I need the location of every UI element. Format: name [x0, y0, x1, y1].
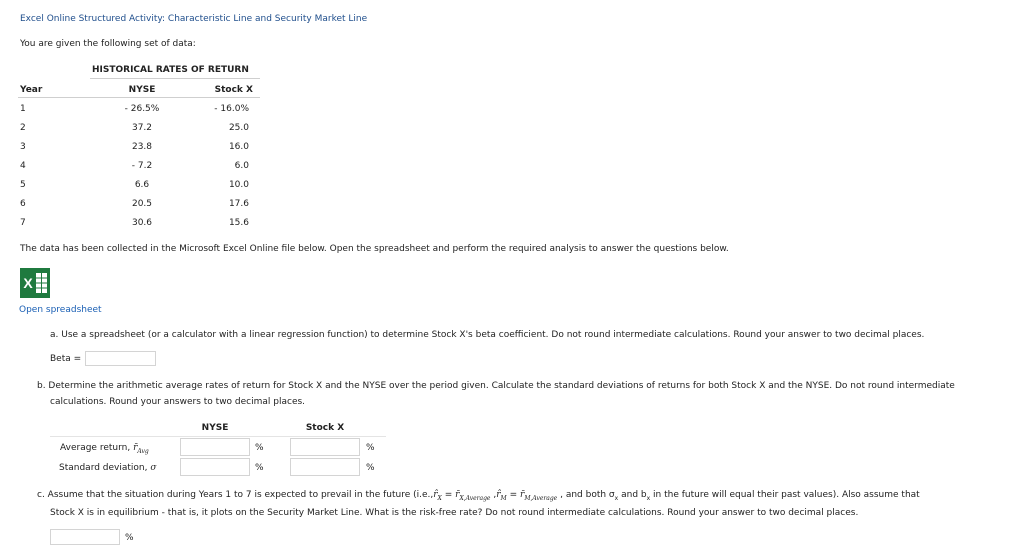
year-cell: 6	[20, 199, 26, 209]
nyse-cell: - 7.2	[131, 161, 153, 171]
percent-unit: %	[125, 533, 134, 543]
risk-free-rate-input[interactable]	[50, 529, 120, 545]
page-title: Excel Online Structured Activity: Characteristic Line and Security Market Line	[20, 14, 368, 24]
nyse-cell: 20.5	[131, 199, 153, 209]
r-bar-symbol: r̄	[133, 443, 138, 453]
beta-input[interactable]	[85, 351, 156, 366]
percent-unit: %	[366, 463, 375, 473]
intro-text: You are given the following set of data:	[20, 39, 196, 49]
average-return-stock-x-input[interactable]	[290, 438, 360, 456]
divider	[18, 97, 260, 98]
stock-x-cell: 25.0	[228, 123, 249, 133]
column-header-year: Year	[20, 85, 43, 95]
percent-unit: %	[255, 443, 264, 453]
part-a-text: a. Use a spreadsheet (or a calculator with a linear regression function) to determine Stock X's beta coefficient. Do not round intermediate calculations. Round your answer to two decimal places.	[50, 330, 925, 340]
collected-text: The data has been collected in the Microsoft Excel Online file below. Open the spreadsheet and perform the required analysis to answer the questions below.	[20, 244, 729, 254]
average-return-nyse-input[interactable]	[180, 438, 250, 456]
percent-unit: %	[255, 463, 264, 473]
standard-deviation-nyse-input[interactable]	[180, 458, 250, 476]
sigma-symbol: σ	[150, 463, 157, 473]
part-c-text-line2: Stock X is in equilibrium - that is, it plots on the Security Market Line. What is the risk-free rate? Do not round intermediate calculations. Round your answer to two decimal places.	[50, 508, 859, 518]
stock-x-cell: 15.6	[228, 218, 249, 228]
open-spreadsheet-link[interactable]: Open spreadsheet	[19, 305, 102, 315]
year-cell: 2	[20, 123, 26, 133]
stock-x-cell: 17.6	[228, 199, 249, 209]
nyse-cell: 37.2	[131, 123, 153, 133]
nyse-cell: 30.6	[131, 218, 153, 228]
table-group-header: HISTORICAL RATES OF RETURN	[92, 65, 249, 75]
nyse-cell: - 26.5%	[124, 104, 160, 114]
part-b-header-stock-x: Stock X	[305, 423, 345, 433]
part-b-text-line2: calculations. Round your answers to two decimal places.	[50, 397, 306, 407]
excel-icon-letter: X	[23, 275, 33, 291]
stock-x-cell: 6.0	[234, 161, 249, 171]
part-c-text-line1: c. Assume that the situation during Years 1 to 7 is expected to prevail in the future ($i.e.,r̂_X$ = $r̄_{X,Average}$ $,r̂_M$ = $r̄_{M,Average}$ , and both $\sigma_x$ and $b_x$ in the future will equal their past values). Also assume that	[37, 490, 920, 502]
stock-x-cell: 16.0	[228, 142, 249, 152]
percent-unit: %	[366, 443, 375, 453]
year-cell: 3	[20, 142, 26, 152]
average-return-label: Average return, $r̄_{Avg}$	[60, 443, 149, 455]
part-b-text-line1: b. Determine the arithmetic average rates of return for Stock X and the NYSE over the period given. Calculate the standard deviations of returns for both Stock X and the NYSE. Do not round intermediate	[37, 381, 955, 391]
part-b-header-nyse: NYSE	[201, 423, 229, 433]
year-cell: 4	[20, 161, 26, 171]
nyse-cell: 6.6	[134, 180, 150, 190]
stock-x-cell: - 16.0%	[214, 104, 249, 114]
excel-icon[interactable]	[20, 268, 50, 298]
divider	[90, 78, 260, 79]
year-cell: 1	[20, 104, 26, 114]
standard-deviation-label: Standard deviation, σ	[59, 463, 157, 473]
nyse-cell: 23.8	[131, 142, 153, 152]
year-cell: 5	[20, 180, 26, 190]
beta-label: Beta =	[50, 354, 82, 364]
year-cell: 7	[20, 218, 26, 228]
column-header-stock-x: Stock X	[214, 85, 253, 95]
stock-x-cell: 10.0	[228, 180, 249, 190]
column-header-nyse: NYSE	[128, 85, 156, 95]
divider	[50, 436, 386, 437]
standard-deviation-stock-x-input[interactable]	[290, 458, 360, 476]
